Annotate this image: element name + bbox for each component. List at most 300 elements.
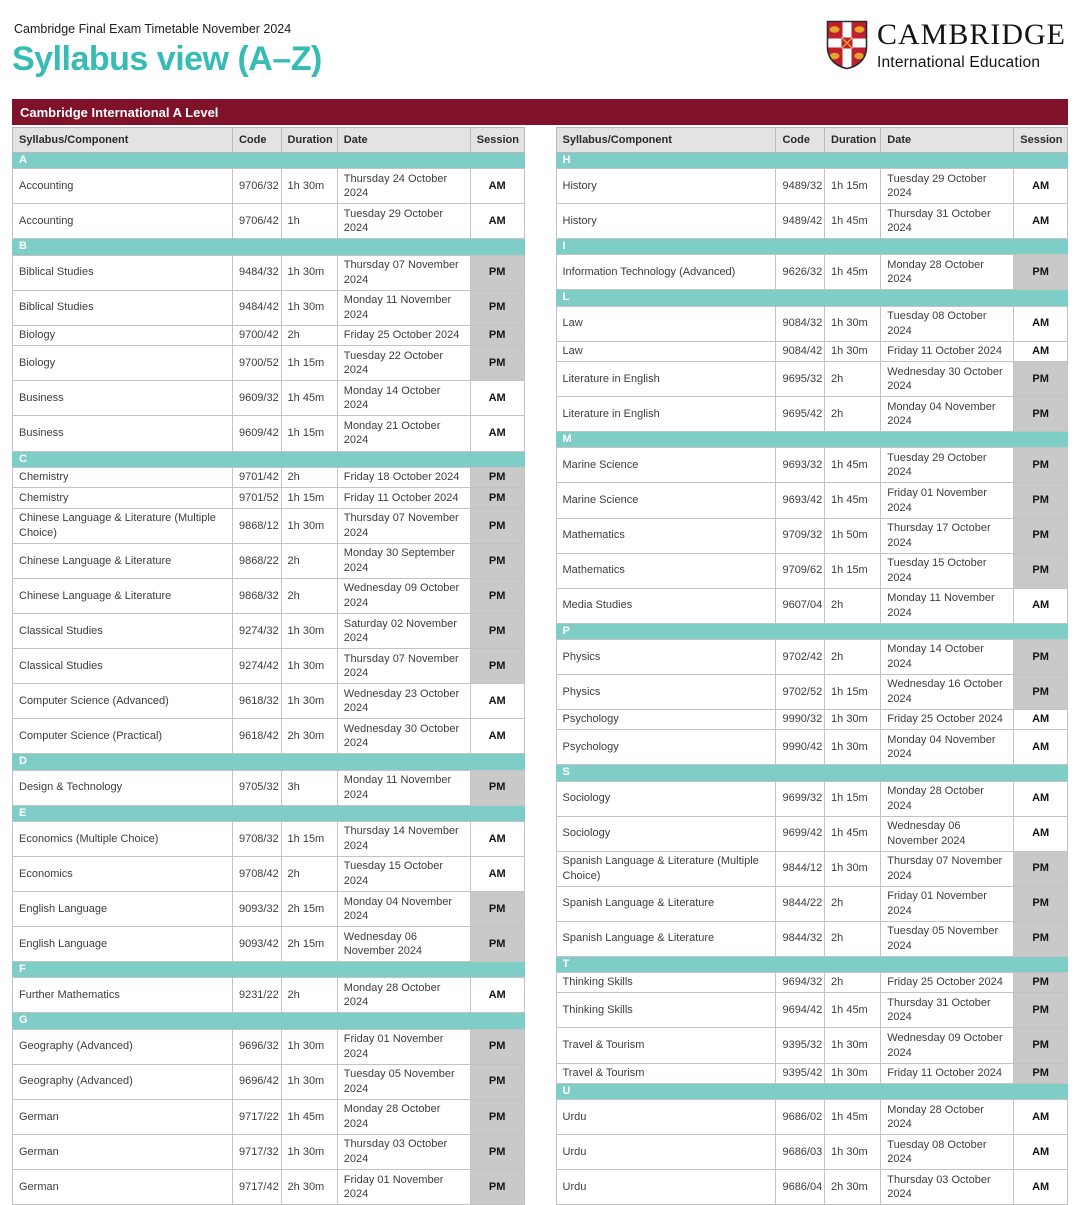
page-title: Syllabus view (A–Z) xyxy=(12,40,322,78)
code-cell: 9693/32 xyxy=(776,448,825,483)
date-cell: Wednesday 09 October 2024 xyxy=(881,1028,1014,1063)
date-cell: Friday 11 October 2024 xyxy=(337,488,470,509)
section-header-row xyxy=(13,805,525,821)
date-cell: Monday 04 November 2024 xyxy=(881,730,1014,765)
duration-cell: 1h 45m xyxy=(825,1100,881,1135)
exam-row xyxy=(13,978,525,1013)
exam-row xyxy=(13,325,525,346)
session-cell: PM xyxy=(1014,553,1068,588)
section-header-row xyxy=(556,623,1068,639)
date-cell: Friday 01 November 2024 xyxy=(881,886,1014,921)
code-cell: 9709/62 xyxy=(776,553,825,588)
exam-row xyxy=(556,639,1068,674)
date-cell: Thursday 31 October 2024 xyxy=(881,993,1014,1028)
date-cell: Friday 01 November 2024 xyxy=(337,1169,470,1204)
syllabus-cell: English Language xyxy=(13,927,233,962)
syllabus-cell: Information Technology (Advanced) xyxy=(556,255,776,290)
code-cell: 9844/12 xyxy=(776,851,825,886)
session-cell: PM xyxy=(1014,483,1068,518)
date-cell: Tuesday 29 October 2024 xyxy=(337,204,470,239)
exam-row xyxy=(13,649,525,684)
code-cell: 9618/32 xyxy=(232,684,281,719)
exam-row xyxy=(556,886,1068,921)
exam-row xyxy=(556,674,1068,709)
duration-cell: 1h 30m xyxy=(281,684,337,719)
code-cell: 9696/42 xyxy=(232,1064,281,1099)
code-cell: 9844/22 xyxy=(776,886,825,921)
duration-cell: 1h 45m xyxy=(825,993,881,1028)
exam-row xyxy=(13,488,525,509)
session-cell: AM xyxy=(1014,204,1068,239)
session-cell: PM xyxy=(1014,1063,1068,1084)
section-letter: B xyxy=(13,239,525,255)
duration-cell: 1h 15m xyxy=(825,553,881,588)
date-cell: Saturday 02 November 2024 xyxy=(337,614,470,649)
code-cell: 9693/42 xyxy=(776,483,825,518)
section-letter: T xyxy=(556,956,1068,972)
duration-cell: 2h xyxy=(825,362,881,397)
code-cell: 9699/32 xyxy=(776,781,825,816)
syllabus-cell: Mathematics xyxy=(556,553,776,588)
column-header-row xyxy=(556,128,1068,153)
duration-cell: 2h xyxy=(825,921,881,956)
session-cell: PM xyxy=(470,578,524,613)
section-header-row xyxy=(13,962,525,978)
session-cell: AM xyxy=(470,416,524,451)
column-header: Syllabus/Component xyxy=(13,128,233,153)
section-letter: U xyxy=(556,1084,1068,1100)
date-cell: Friday 01 November 2024 xyxy=(337,1029,470,1064)
exam-row xyxy=(13,467,525,488)
date-cell: Tuesday 15 October 2024 xyxy=(337,856,470,891)
qualification-banner: Cambridge International A Level xyxy=(12,99,1068,125)
timetable-left xyxy=(12,127,525,1205)
date-cell: Friday 25 October 2024 xyxy=(337,325,470,346)
exam-row xyxy=(556,1063,1068,1084)
duration-cell: 1h 30m xyxy=(281,508,337,543)
exam-row xyxy=(13,821,525,856)
date-cell: Monday 11 November 2024 xyxy=(881,588,1014,623)
syllabus-cell: Literature in English xyxy=(556,362,776,397)
syllabus-cell: English Language xyxy=(13,891,233,926)
code-cell: 9484/32 xyxy=(232,255,281,290)
duration-cell: 1h 30m xyxy=(825,709,881,730)
syllabus-cell: Computer Science (Practical) xyxy=(13,719,233,754)
session-cell: PM xyxy=(1014,639,1068,674)
syllabus-cell: Design & Technology xyxy=(13,770,233,805)
exam-row xyxy=(556,483,1068,518)
session-cell: PM xyxy=(1014,921,1068,956)
code-cell: 9709/32 xyxy=(776,518,825,553)
syllabus-cell: Law xyxy=(556,306,776,341)
section-letter: S xyxy=(556,765,1068,781)
exam-row xyxy=(13,204,525,239)
column-header-row xyxy=(13,128,525,153)
session-cell: AM xyxy=(470,381,524,416)
section-letter: F xyxy=(13,962,525,978)
syllabus-cell: Further Mathematics xyxy=(13,978,233,1013)
date-cell: Thursday 03 October 2024 xyxy=(337,1134,470,1169)
section-header-row xyxy=(556,239,1068,255)
logo-text xyxy=(877,20,1066,72)
date-cell: Tuesday 05 November 2024 xyxy=(337,1064,470,1099)
date-cell: Friday 25 October 2024 xyxy=(881,972,1014,993)
duration-cell: 1h 30m xyxy=(825,1135,881,1170)
code-cell: 9686/02 xyxy=(776,1100,825,1135)
code-cell: 9609/42 xyxy=(232,416,281,451)
exam-row xyxy=(13,1169,525,1204)
syllabus-cell: Biology xyxy=(13,325,233,346)
section-header-row xyxy=(556,153,1068,169)
syllabus-cell: Travel & Tourism xyxy=(556,1063,776,1084)
code-cell: 9700/52 xyxy=(232,346,281,381)
session-cell: AM xyxy=(470,821,524,856)
syllabus-cell: Classical Studies xyxy=(13,614,233,649)
syllabus-cell: Urdu xyxy=(556,1100,776,1135)
exam-row xyxy=(13,255,525,290)
session-cell: PM xyxy=(470,325,524,346)
code-cell: 9231/22 xyxy=(232,978,281,1013)
date-cell: Friday 18 October 2024 xyxy=(337,467,470,488)
section-letter: D xyxy=(13,754,525,770)
code-cell: 9395/32 xyxy=(776,1028,825,1063)
date-cell: Tuesday 29 October 2024 xyxy=(881,169,1014,204)
session-cell: PM xyxy=(470,255,524,290)
duration-cell: 1h 45m xyxy=(825,255,881,290)
duration-cell: 1h 15m xyxy=(281,416,337,451)
exam-row xyxy=(13,290,525,325)
exam-row xyxy=(556,1135,1068,1170)
date-cell: Thursday 07 November 2024 xyxy=(337,255,470,290)
duration-cell: 2h xyxy=(281,978,337,1013)
syllabus-cell: Computer Science (Advanced) xyxy=(13,684,233,719)
session-cell: PM xyxy=(470,1169,524,1204)
session-cell: AM xyxy=(470,978,524,1013)
duration-cell: 1h 30m xyxy=(281,255,337,290)
code-cell: 9990/32 xyxy=(776,709,825,730)
date-cell: Tuesday 22 October 2024 xyxy=(337,346,470,381)
date-cell: Friday 01 November 2024 xyxy=(881,483,1014,518)
code-cell: 9694/42 xyxy=(776,993,825,1028)
section-header-row xyxy=(13,451,525,467)
section-header-row xyxy=(556,290,1068,306)
duration-cell: 1h 45m xyxy=(825,448,881,483)
exam-row xyxy=(13,508,525,543)
syllabus-cell: Economics xyxy=(13,856,233,891)
session-cell: PM xyxy=(470,543,524,578)
code-cell: 9717/32 xyxy=(232,1134,281,1169)
exam-row xyxy=(556,169,1068,204)
code-cell: 9708/32 xyxy=(232,821,281,856)
duration-cell: 1h 30m xyxy=(281,1134,337,1169)
exam-row xyxy=(556,553,1068,588)
duration-cell: 2h 30m xyxy=(825,1170,881,1205)
session-cell: PM xyxy=(470,290,524,325)
session-cell: PM xyxy=(470,649,524,684)
section-header-row xyxy=(13,153,525,169)
code-cell: 9699/42 xyxy=(776,816,825,851)
exam-row xyxy=(13,614,525,649)
logo-wordmark: CAMBRIDGE xyxy=(876,18,1066,51)
duration-cell: 2h xyxy=(825,639,881,674)
session-cell: AM xyxy=(1014,730,1068,765)
date-cell: Monday 28 October 2024 xyxy=(337,978,470,1013)
session-cell: PM xyxy=(470,346,524,381)
exam-row xyxy=(13,856,525,891)
session-cell: PM xyxy=(470,614,524,649)
date-cell: Thursday 07 November 2024 xyxy=(337,649,470,684)
syllabus-cell: Mathematics xyxy=(556,518,776,553)
logo-subtitle: International Education xyxy=(876,54,1041,71)
syllabus-cell: Chinese Language & Literature (Multiple Choice) xyxy=(13,508,233,543)
column-header: Session xyxy=(1014,128,1068,153)
code-cell: 9274/32 xyxy=(232,614,281,649)
code-cell: 9489/42 xyxy=(776,204,825,239)
duration-cell: 1h 15m xyxy=(825,674,881,709)
session-cell: PM xyxy=(1014,851,1068,886)
exam-row xyxy=(556,397,1068,432)
duration-cell: 1h 15m xyxy=(281,488,337,509)
date-cell: Monday 04 November 2024 xyxy=(337,891,470,926)
syllabus-cell: Spanish Language & Literature xyxy=(556,886,776,921)
session-cell: AM xyxy=(1014,1100,1068,1135)
syllabus-cell: Spanish Language & Literature xyxy=(556,921,776,956)
duration-cell: 2h xyxy=(281,467,337,488)
session-cell: AM xyxy=(470,684,524,719)
session-cell: PM xyxy=(1014,674,1068,709)
date-cell: Monday 30 September 2024 xyxy=(337,543,470,578)
date-cell: Tuesday 15 October 2024 xyxy=(881,553,1014,588)
code-cell: 9618/42 xyxy=(232,719,281,754)
section-letter: E xyxy=(13,805,525,821)
code-cell: 9700/42 xyxy=(232,325,281,346)
session-cell: PM xyxy=(470,1134,524,1169)
exam-row xyxy=(13,1134,525,1169)
column-header: Duration xyxy=(281,128,337,153)
code-cell: 9093/32 xyxy=(232,891,281,926)
code-cell: 9705/32 xyxy=(232,770,281,805)
timetable-right xyxy=(556,127,1069,1205)
code-cell: 9395/42 xyxy=(776,1063,825,1084)
section-letter: I xyxy=(556,239,1068,255)
syllabus-cell: Media Studies xyxy=(556,588,776,623)
syllabus-cell: Chemistry xyxy=(13,488,233,509)
syllabus-cell: Economics (Multiple Choice) xyxy=(13,821,233,856)
code-cell: 9607/04 xyxy=(776,588,825,623)
code-cell: 9868/12 xyxy=(232,508,281,543)
duration-cell: 1h 45m xyxy=(825,816,881,851)
code-cell: 9701/42 xyxy=(232,467,281,488)
date-cell: Monday 28 October 2024 xyxy=(881,781,1014,816)
session-cell: PM xyxy=(1014,993,1068,1028)
session-cell: AM xyxy=(1014,1135,1068,1170)
date-cell: Thursday 24 October 2024 xyxy=(337,169,470,204)
duration-cell: 1h 45m xyxy=(281,1099,337,1134)
duration-cell: 1h 15m xyxy=(825,169,881,204)
syllabus-cell: Chinese Language & Literature xyxy=(13,543,233,578)
exam-row xyxy=(13,1029,525,1064)
timetable-columns xyxy=(12,127,1068,1205)
date-cell: Wednesday 23 October 2024 xyxy=(337,684,470,719)
code-cell: 9274/42 xyxy=(232,649,281,684)
duration-cell: 1h 30m xyxy=(281,649,337,684)
session-cell: PM xyxy=(470,770,524,805)
syllabus-cell: Law xyxy=(556,341,776,362)
syllabus-cell: Chemistry xyxy=(13,467,233,488)
session-cell: AM xyxy=(470,719,524,754)
duration-cell: 1h 30m xyxy=(281,614,337,649)
date-cell: Monday 28 October 2024 xyxy=(881,255,1014,290)
code-cell: 9868/32 xyxy=(232,578,281,613)
column-header: Duration xyxy=(825,128,881,153)
code-cell: 9694/32 xyxy=(776,972,825,993)
duration-cell: 2h 15m xyxy=(281,927,337,962)
code-cell: 9990/42 xyxy=(776,730,825,765)
code-cell: 9093/42 xyxy=(232,927,281,962)
duration-cell: 1h 15m xyxy=(281,821,337,856)
session-cell: AM xyxy=(1014,341,1068,362)
section-header-row xyxy=(556,956,1068,972)
session-cell: PM xyxy=(470,891,524,926)
session-cell: PM xyxy=(1014,972,1068,993)
exam-row xyxy=(13,891,525,926)
duration-cell: 1h 50m xyxy=(825,518,881,553)
code-cell: 9484/42 xyxy=(232,290,281,325)
cambridge-logo xyxy=(826,20,1066,72)
exam-row xyxy=(556,306,1068,341)
section-header-row xyxy=(13,239,525,255)
column-header: Date xyxy=(881,128,1014,153)
session-cell: PM xyxy=(470,1064,524,1099)
duration-cell: 3h xyxy=(281,770,337,805)
date-cell: Thursday 14 November 2024 xyxy=(337,821,470,856)
date-cell: Monday 14 October 2024 xyxy=(337,381,470,416)
session-cell: PM xyxy=(1014,397,1068,432)
date-cell: Tuesday 05 November 2024 xyxy=(881,921,1014,956)
session-cell: AM xyxy=(1014,169,1068,204)
exam-row xyxy=(556,518,1068,553)
exam-row xyxy=(13,770,525,805)
syllabus-cell: Travel & Tourism xyxy=(556,1028,776,1063)
session-cell: PM xyxy=(470,488,524,509)
date-cell: Wednesday 09 October 2024 xyxy=(337,578,470,613)
date-cell: Thursday 17 October 2024 xyxy=(881,518,1014,553)
code-cell: 9717/22 xyxy=(232,1099,281,1134)
exam-row xyxy=(13,416,525,451)
date-cell: Monday 28 October 2024 xyxy=(881,1100,1014,1135)
syllabus-cell: Business xyxy=(13,381,233,416)
exam-row xyxy=(556,588,1068,623)
date-cell: Tuesday 08 October 2024 xyxy=(881,1135,1014,1170)
column-header: Code xyxy=(232,128,281,153)
section-letter: M xyxy=(556,432,1068,448)
document-subtitle: Cambridge Final Exam Timetable November 2024 xyxy=(14,22,292,36)
syllabus-cell: Accounting xyxy=(13,204,233,239)
date-cell: Tuesday 08 October 2024 xyxy=(881,306,1014,341)
date-cell: Thursday 31 October 2024 xyxy=(881,204,1014,239)
code-cell: 9706/42 xyxy=(232,204,281,239)
syllabus-cell: Biology xyxy=(13,346,233,381)
session-cell: AM xyxy=(470,856,524,891)
code-cell: 9686/04 xyxy=(776,1170,825,1205)
session-cell: PM xyxy=(1014,255,1068,290)
section-header-row xyxy=(556,432,1068,448)
duration-cell: 2h 15m xyxy=(281,891,337,926)
syllabus-cell: German xyxy=(13,1169,233,1204)
session-cell: PM xyxy=(470,467,524,488)
date-cell: Friday 25 October 2024 xyxy=(881,709,1014,730)
date-cell: Tuesday 29 October 2024 xyxy=(881,448,1014,483)
code-cell: 9084/32 xyxy=(776,306,825,341)
syllabus-cell: Thinking Skills xyxy=(556,993,776,1028)
syllabus-cell: Spanish Language & Literature (Multiple Choice) xyxy=(556,851,776,886)
cambridge-shield-icon xyxy=(826,20,868,70)
code-cell: 9626/32 xyxy=(776,255,825,290)
exam-row xyxy=(556,709,1068,730)
code-cell: 9489/32 xyxy=(776,169,825,204)
syllabus-cell: Literature in English xyxy=(556,397,776,432)
code-cell: 9609/32 xyxy=(232,381,281,416)
code-cell: 9686/03 xyxy=(776,1135,825,1170)
date-cell: Wednesday 06 November 2024 xyxy=(337,927,470,962)
session-cell: AM xyxy=(470,169,524,204)
exam-row xyxy=(13,1099,525,1134)
exam-row xyxy=(556,921,1068,956)
duration-cell: 2h 30m xyxy=(281,1169,337,1204)
syllabus-cell: Urdu xyxy=(556,1170,776,1205)
code-cell: 9702/52 xyxy=(776,674,825,709)
date-cell: Friday 11 October 2024 xyxy=(881,341,1014,362)
session-cell: PM xyxy=(470,1029,524,1064)
code-cell: 9706/32 xyxy=(232,169,281,204)
syllabus-cell: German xyxy=(13,1134,233,1169)
section-letter: H xyxy=(556,153,1068,169)
syllabus-cell: Biblical Studies xyxy=(13,290,233,325)
date-cell: Monday 11 November 2024 xyxy=(337,290,470,325)
code-cell: 9708/42 xyxy=(232,856,281,891)
syllabus-cell: Physics xyxy=(556,639,776,674)
section-letter: A xyxy=(13,153,525,169)
session-cell: PM xyxy=(1014,886,1068,921)
session-cell: AM xyxy=(1014,709,1068,730)
column-header: Date xyxy=(337,128,470,153)
duration-cell: 1h 30m xyxy=(825,1028,881,1063)
exam-row xyxy=(13,1064,525,1099)
section-letter: L xyxy=(556,290,1068,306)
session-cell: AM xyxy=(1014,816,1068,851)
duration-cell: 1h 30m xyxy=(825,306,881,341)
date-cell: Thursday 07 November 2024 xyxy=(337,508,470,543)
duration-cell: 2h xyxy=(825,886,881,921)
exam-row xyxy=(13,684,525,719)
section-letter: C xyxy=(13,451,525,467)
exam-row xyxy=(556,851,1068,886)
syllabus-cell: Urdu xyxy=(556,1135,776,1170)
section-header-row xyxy=(556,765,1068,781)
session-cell: AM xyxy=(1014,306,1068,341)
exam-row xyxy=(556,816,1068,851)
duration-cell: 2h 30m xyxy=(281,719,337,754)
session-cell: PM xyxy=(1014,1028,1068,1063)
syllabus-cell: Accounting xyxy=(13,169,233,204)
date-cell: Monday 21 October 2024 xyxy=(337,416,470,451)
session-cell: PM xyxy=(470,927,524,962)
code-cell: 9868/22 xyxy=(232,543,281,578)
duration-cell: 2h xyxy=(281,856,337,891)
date-cell: Monday 28 October 2024 xyxy=(337,1099,470,1134)
syllabus-cell: Thinking Skills xyxy=(556,972,776,993)
section-letter: G xyxy=(13,1013,525,1029)
